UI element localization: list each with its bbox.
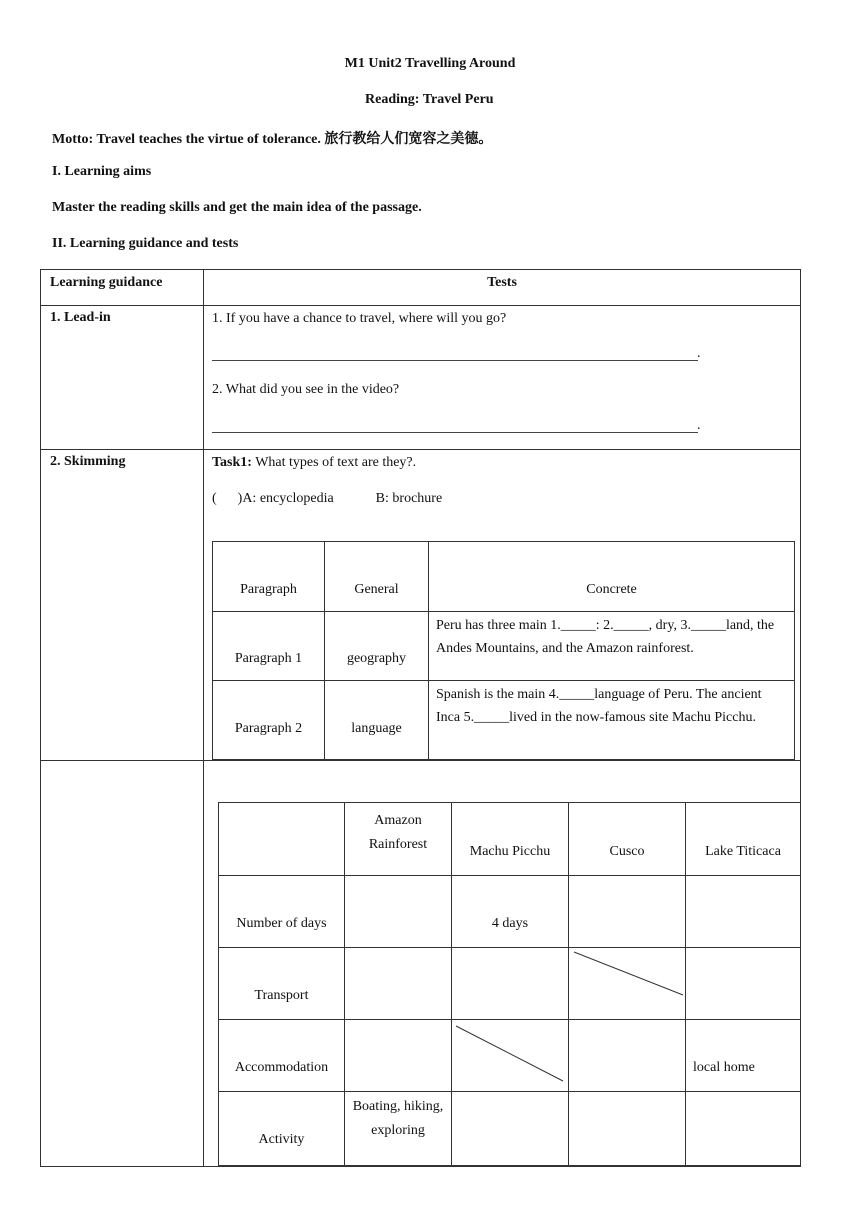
column-divider (203, 270, 204, 1166)
paragraph-1-general: geography (325, 612, 429, 681)
task1-options: ( )A: encyclopedia B: brochure (212, 491, 443, 506)
accommodation-amazon[interactable] (345, 1020, 452, 1092)
learning-aims-text: Master the reading skills and get the main idea of the passage. (52, 200, 422, 215)
travel-header-amazon: Amazon Rainforest (345, 803, 452, 876)
activity-machu-picchu[interactable] (452, 1092, 569, 1166)
answer-period: . (697, 346, 701, 361)
accommodation-cusco[interactable] (569, 1020, 686, 1092)
motto: Motto: Travel teaches the virtue of tolerance. 旅行教给人们宽容之美德。 (52, 132, 493, 147)
diagonal-strike-cusco-transport (573, 950, 685, 998)
row-label-accommodation: Accommodation (219, 1020, 345, 1092)
task1-text: What types of text are they?. (251, 455, 417, 470)
leadin-question-2: 2. What did you see in the video? (212, 382, 400, 397)
header-general: General (325, 542, 429, 612)
row-label-days: Number of days (219, 876, 345, 948)
activity-lake-titicaca[interactable] (686, 1092, 801, 1166)
row-label-transport: Transport (219, 948, 345, 1020)
travel-header-cusco: Cusco (569, 803, 686, 876)
travel-header-machu-picchu: Machu Picchu (452, 803, 569, 876)
header-paragraph: Paragraph (213, 542, 325, 612)
answer-period: . (697, 418, 701, 433)
row-divider (41, 760, 800, 761)
leadin-question-1: 1. If you have a chance to travel, where will you go? (212, 311, 507, 326)
answer-line[interactable] (212, 432, 698, 433)
row-divider (41, 305, 800, 306)
accommodation-lake-titicaca: local home (686, 1020, 801, 1092)
transport-lake-titicaca[interactable] (686, 948, 801, 1020)
days-machu-picchu: 4 days (452, 876, 569, 948)
diagonal-strike-machu-accommodation (455, 1024, 565, 1084)
document-title: M1 Unit2 Travelling Around (344, 56, 516, 71)
transport-amazon[interactable] (345, 948, 452, 1020)
days-amazon[interactable] (345, 876, 452, 948)
paragraph-2-label: Paragraph 2 (213, 681, 325, 760)
paragraph-2-concrete: Spanish is the main 4._____language of Peru. The ancient Inca 5._____lived in the now-famous site Machu Picchu. (429, 681, 795, 760)
activity-amazon: Boating, hiking, exploring (345, 1092, 452, 1166)
task1-prompt (212, 455, 416, 471)
paragraph-1-label: Paragraph 1 (213, 612, 325, 681)
travel-table (218, 802, 801, 1166)
paragraph-1-concrete: Peru has three main 1._____: 2._____, dry, 3._____land, the Andes Mountains, and the Amazon rainforest. (429, 612, 795, 681)
document-subtitle: Reading: Travel Peru (365, 92, 494, 107)
days-lake-titicaca[interactable] (686, 876, 801, 948)
row-divider (41, 449, 800, 450)
row-label-activity: Activity (219, 1092, 345, 1166)
activity-cusco[interactable] (569, 1092, 686, 1166)
header-concrete: Concrete (429, 542, 795, 612)
paragraph-2-general: language (325, 681, 429, 760)
section-guidance-tests: II. Learning guidance and tests (52, 236, 239, 251)
skimming-label: 2. Skimming (50, 454, 126, 469)
header-learning-guidance: Learning guidance (50, 275, 163, 290)
task1-label: Task1: (212, 455, 252, 470)
leadin-label: 1. Lead-in (50, 310, 111, 325)
paragraph-table (212, 541, 795, 760)
transport-machu-picchu[interactable] (452, 948, 569, 1020)
header-tests: Tests (487, 275, 517, 290)
answer-line[interactable] (212, 360, 698, 361)
section-learning-aims: I. Learning aims (52, 164, 152, 179)
days-cusco[interactable] (569, 876, 686, 948)
travel-header-empty (219, 803, 345, 876)
travel-header-lake-titicaca: Lake Titicaca (686, 803, 801, 876)
